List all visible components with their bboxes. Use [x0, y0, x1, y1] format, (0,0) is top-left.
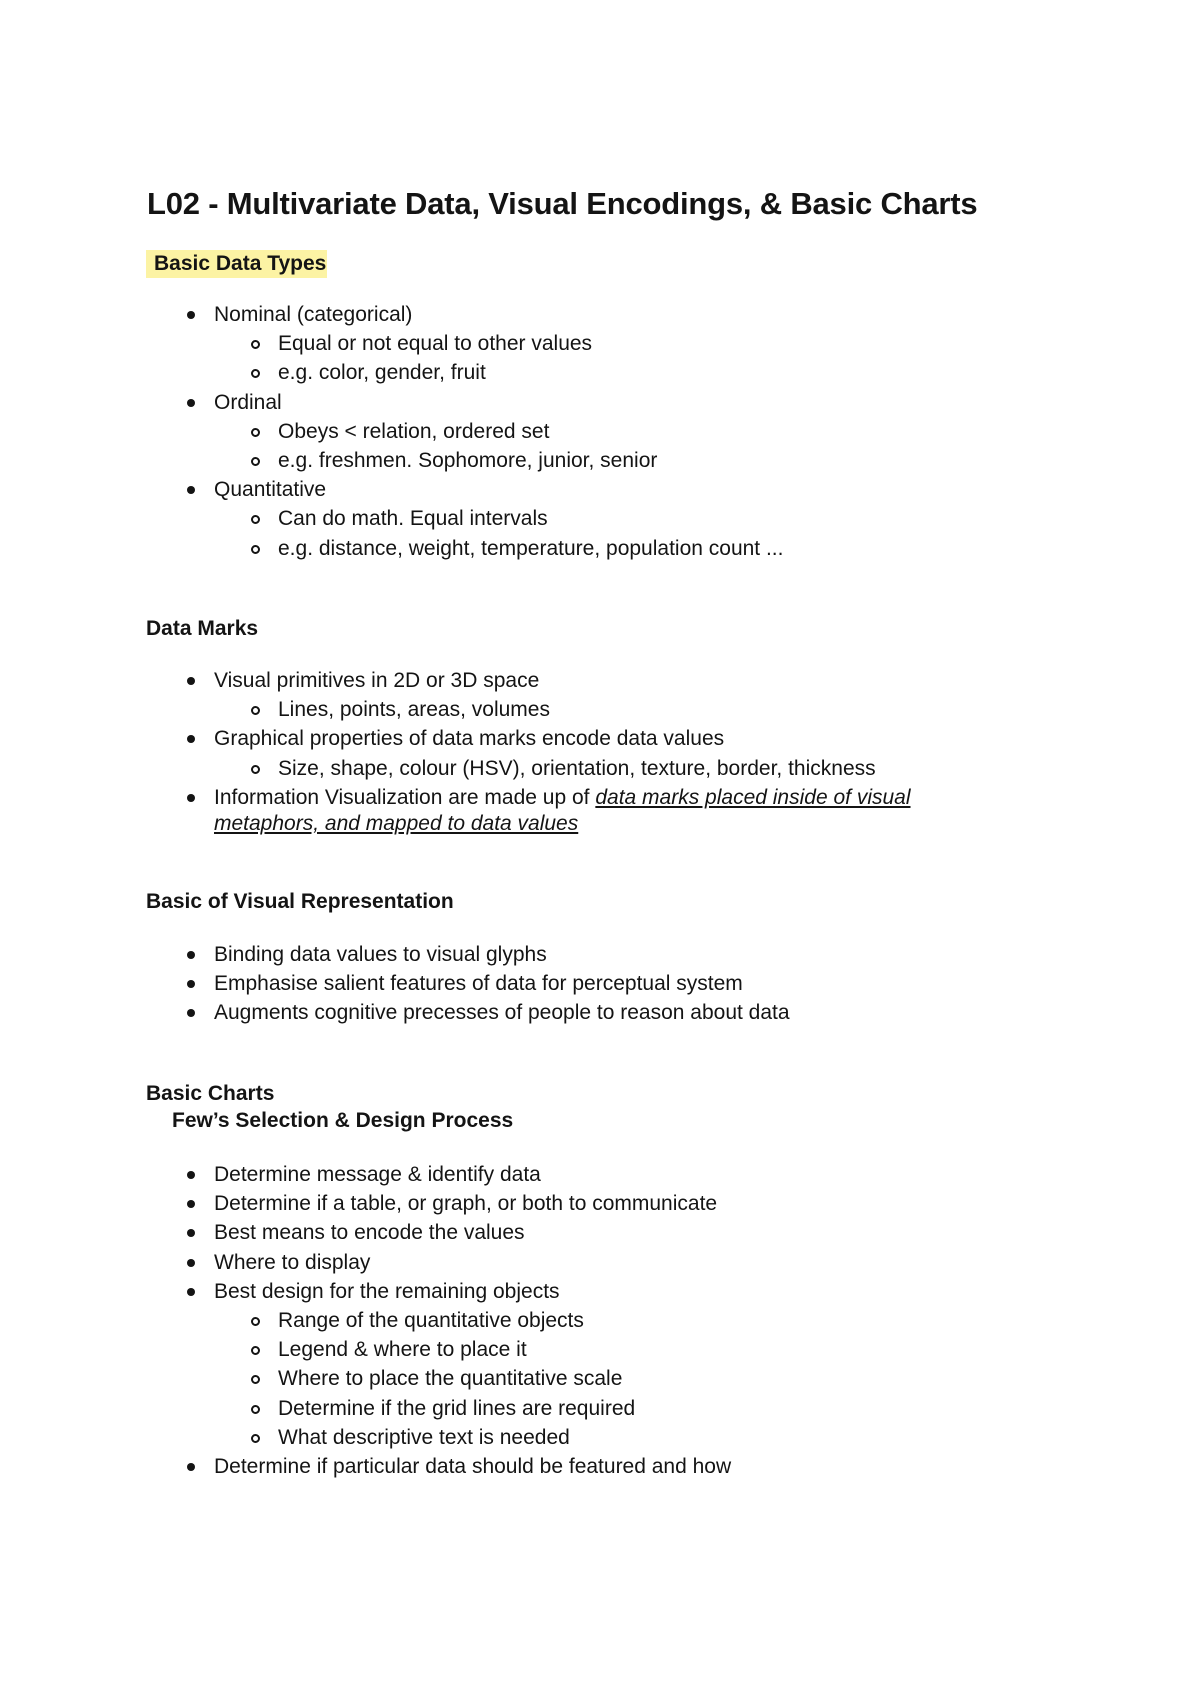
list-item: Emphasise salient features of data for perceptual system [0, 969, 1200, 998]
list-item: Quantitative [0, 475, 1200, 504]
bullet-icon [187, 1463, 195, 1471]
bullet-icon [187, 1200, 195, 1208]
subsection-heading-fews-process: Few’s Selection & Design Process [172, 1109, 514, 1132]
list-item: Visual primitives in 2D or 3D space [0, 666, 1200, 695]
list-item: Best design for the remaining objects [0, 1277, 1200, 1306]
bullet-icon [187, 399, 195, 407]
list-item: Determine if particular data should be featured and how [0, 1452, 1200, 1481]
hollow-bullet-icon [251, 545, 260, 554]
list-item: Best means to encode the values [0, 1218, 1200, 1247]
bullet-icon [187, 1259, 195, 1267]
list-subitem: e.g. freshmen. Sophomore, junior, senior [0, 446, 1200, 475]
hollow-bullet-icon [251, 1434, 260, 1443]
list-item: Information Visualization are made up of data marks placed inside of visual metaphors, and mapped to data values [0, 783, 1200, 837]
list-subitem: Range of the quantitative objects [0, 1306, 1200, 1335]
list-subitem: Obeys < relation, ordered set [0, 417, 1200, 446]
list-subitem: Equal or not equal to other values [0, 329, 1200, 358]
list-item: Binding data values to visual glyphs [0, 940, 1200, 969]
list-item: Determine message & identify data [0, 1160, 1200, 1189]
bullet-icon [187, 735, 195, 743]
hollow-bullet-icon [251, 1317, 260, 1326]
list-subitem: Determine if the grid lines are required [0, 1394, 1200, 1423]
bullet-icon [187, 1288, 195, 1296]
bullet-icon [187, 1229, 195, 1237]
hollow-bullet-icon [251, 340, 260, 349]
bullet-icon [187, 486, 195, 494]
hollow-bullet-icon [251, 1346, 260, 1355]
bullet-icon [187, 794, 195, 802]
list-subitem: e.g. color, gender, fruit [0, 358, 1200, 387]
section-heading-visual-representation: Basic of Visual Representation [146, 890, 454, 913]
list-subitem: e.g. distance, weight, temperature, population count ... [0, 534, 1200, 563]
list-subitem: Lines, points, areas, volumes [0, 695, 1200, 724]
data-marks-list [0, 666, 1200, 837]
visual-representation-list [0, 940, 1200, 1028]
bullet-icon [187, 311, 195, 319]
list-item: Where to display [0, 1248, 1200, 1277]
bullet-icon [187, 1171, 195, 1179]
bullet-icon [187, 1009, 195, 1017]
list-subitem: Size, shape, colour (HSV), orientation, texture, border, thickness [0, 754, 1200, 783]
list-subitem: Legend & where to place it [0, 1335, 1200, 1364]
hollow-bullet-icon [251, 369, 260, 378]
page-title: L02 - Multivariate Data, Visual Encodings, & Basic Charts [147, 186, 978, 221]
highlighted-heading-text: Basic Data Types [146, 250, 327, 278]
bullet-icon [187, 951, 195, 959]
bullet-icon [187, 980, 195, 988]
list-subitem: Can do math. Equal intervals [0, 504, 1200, 533]
emphasized-text: data marks placed inside of visual [595, 785, 911, 809]
list-subitem: Where to place the quantitative scale [0, 1364, 1200, 1393]
hollow-bullet-icon [251, 457, 260, 466]
hollow-bullet-icon [251, 1405, 260, 1414]
emphasized-text: metaphors, and mapped to data values [214, 811, 579, 835]
hollow-bullet-icon [251, 765, 260, 774]
section-heading-data-marks: Data Marks [146, 617, 259, 640]
hollow-bullet-icon [251, 1375, 260, 1384]
basic-charts-list [0, 1160, 1200, 1481]
section-heading-basic-data-types [146, 250, 327, 278]
hollow-bullet-icon [251, 515, 260, 524]
list-item: Ordinal [0, 388, 1200, 417]
list-subitem: What descriptive text is needed [0, 1423, 1200, 1452]
hollow-bullet-icon [251, 706, 260, 715]
list-item: Graphical properties of data marks encode data values [0, 724, 1200, 753]
list-item: Nominal (categorical) [0, 300, 1200, 329]
basic-data-types-list [0, 300, 1200, 563]
list-item: Determine if a table, or graph, or both to communicate [0, 1189, 1200, 1218]
bullet-icon [187, 677, 195, 685]
list-item: Augments cognitive precesses of people to reason about data [0, 998, 1200, 1027]
hollow-bullet-icon [251, 428, 260, 437]
section-heading-basic-charts: Basic Charts [146, 1082, 275, 1105]
